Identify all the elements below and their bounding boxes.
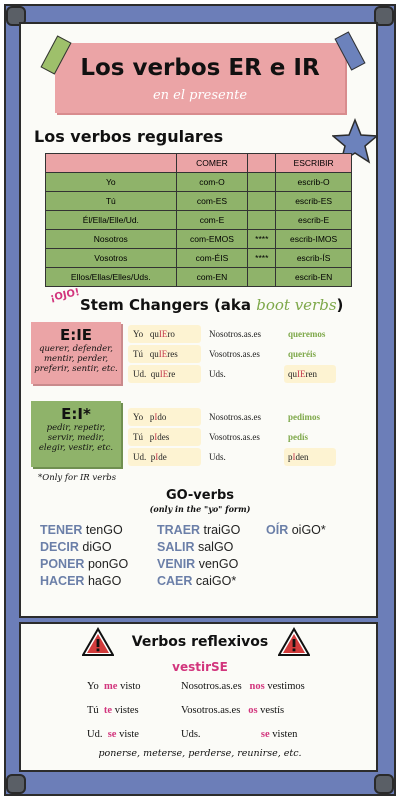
- table-cell: [248, 173, 276, 192]
- pronoun: Nosotros.as.es: [209, 412, 261, 422]
- ei-label: E:I*: [61, 405, 91, 423]
- ei-example: pedir, repetir,: [46, 423, 106, 433]
- table-row: [46, 268, 352, 287]
- ending: de: [158, 452, 167, 462]
- stem: qu: [150, 369, 160, 379]
- corner-bolt: [374, 774, 394, 794]
- ending: do: [157, 412, 167, 422]
- table-cell: escrib-E: [276, 211, 352, 230]
- eie-example: preferir, sentir, etc.: [34, 364, 118, 374]
- go-infinitive: TENER: [40, 523, 83, 537]
- table-cell: Tú: [46, 192, 177, 211]
- conj-form: queréis: [288, 349, 316, 359]
- table-cell: [248, 211, 276, 230]
- table-cell: com-O: [176, 173, 248, 192]
- table-cell: Vosotros: [46, 249, 177, 268]
- table-cell: Nosotros: [46, 230, 177, 249]
- ending: den: [295, 452, 309, 462]
- page-subtitle: en el presente: [152, 88, 248, 103]
- go-form: salGO: [197, 540, 234, 554]
- stem-heading: [80, 296, 343, 314]
- go-infinitive: DECIR: [40, 540, 79, 554]
- table-cell: escrib-EN: [276, 268, 352, 287]
- table-cell: escrib-ES: [276, 192, 352, 211]
- stem-change: IE: [159, 369, 169, 379]
- table-cell: escrib-O: [276, 173, 352, 192]
- table-row: [46, 249, 352, 268]
- reflexive-pronoun: me: [104, 681, 118, 692]
- conj-item: [133, 369, 175, 379]
- regular-heading: Los verbos regulares: [34, 127, 224, 146]
- stem: p: [288, 452, 293, 462]
- table-cell: Él/Ella/Elle/Ud.: [46, 211, 177, 230]
- go-infinitive: PONER: [40, 557, 85, 571]
- go-form: venGO: [198, 557, 239, 571]
- pronoun: Yo: [87, 681, 99, 692]
- go-verb: [266, 523, 326, 537]
- go-infinitive: TRAER: [157, 523, 201, 537]
- go-form: traiGO: [203, 523, 241, 537]
- table-cell: com-ÉIS: [176, 249, 248, 268]
- reflexive-pronoun: te: [103, 705, 113, 716]
- go-infinitive: HACER: [40, 574, 85, 588]
- pronoun: Nosotros.as.es: [181, 681, 242, 692]
- conj-form: vistes: [114, 705, 139, 716]
- stem: p: [149, 432, 155, 442]
- ir-note: *Only for IR verbs: [38, 473, 117, 483]
- conj-form: visto: [120, 681, 141, 692]
- conj-item: [133, 432, 169, 442]
- go-form: haGO: [87, 574, 122, 588]
- go-verb: [157, 574, 236, 588]
- conj-form: vestimos: [267, 681, 305, 692]
- table-cell: [46, 154, 177, 173]
- go-form: diGO: [82, 540, 112, 554]
- go-heading: GO-verbs: [165, 488, 235, 503]
- table-cell: escrib-IMOS: [276, 230, 352, 249]
- table-cell: com-EMOS: [176, 230, 248, 249]
- reflexive-more: ponerse, meterse, perderse, reunirse, etc.: [98, 748, 302, 759]
- table-cell: [248, 268, 276, 287]
- table-cell: [248, 154, 276, 173]
- table-cell: [248, 192, 276, 211]
- pronoun: Tú: [87, 705, 99, 716]
- conj-item: [133, 452, 167, 462]
- ei-example: servir, medir,: [47, 433, 105, 443]
- table-cell: com-ES: [176, 192, 248, 211]
- stem: p: [149, 412, 155, 422]
- stem: qu: [288, 369, 297, 379]
- corner-bolt: [6, 774, 26, 794]
- go-verb: [157, 523, 240, 537]
- pronoun: Ud.: [87, 729, 103, 740]
- reflexive-pronoun: se: [260, 729, 270, 740]
- go-subheading: (only in the "yo" form): [149, 504, 251, 514]
- ending: res: [167, 349, 178, 359]
- table-cell: ****: [248, 230, 276, 249]
- stem-change: IE: [158, 349, 168, 359]
- stem-change: I: [154, 412, 158, 422]
- ending: ro: [167, 329, 175, 339]
- conj-item: [133, 349, 178, 359]
- conj-item: [288, 452, 309, 462]
- stem-change: I: [154, 432, 158, 442]
- reflexive-item: [181, 729, 297, 740]
- table-cell: com-E: [176, 211, 248, 230]
- pronoun: Ud.: [133, 452, 147, 462]
- go-verb: [40, 523, 123, 537]
- pronoun: Vosotros.as.es: [209, 349, 260, 359]
- go-infinitive: SALIR: [157, 540, 195, 554]
- table-cell: ****: [248, 249, 276, 268]
- go-form: tenGO: [85, 523, 123, 537]
- table-cell: Yo: [46, 173, 177, 192]
- reflexive-item: [181, 705, 284, 716]
- eie-example: mentir, perder,: [43, 354, 109, 364]
- go-form: oiGO*: [291, 523, 326, 537]
- reflexive-item: [87, 705, 139, 716]
- table-row: [46, 173, 352, 192]
- conj-item: [133, 412, 166, 422]
- regular-table: [45, 153, 352, 287]
- reflexive-pronoun: nos: [249, 681, 265, 692]
- ending: des: [157, 432, 170, 442]
- go-verb: [40, 557, 128, 571]
- table-row: [46, 230, 352, 249]
- ei-example: elegir, vestir, etc.: [38, 443, 114, 453]
- reflexive-item: [87, 729, 139, 740]
- conj-form: vestís: [260, 705, 285, 716]
- table-row: [46, 211, 352, 230]
- go-form: ponGO: [87, 557, 129, 571]
- title-card: [55, 43, 345, 113]
- table-header-row: [46, 154, 352, 173]
- stem-change: IE: [158, 329, 168, 339]
- pronoun: Uds.: [209, 369, 226, 379]
- pronoun: Tú: [133, 349, 143, 359]
- eie-card: [31, 322, 121, 384]
- table-cell: escrib-ÍS: [276, 249, 352, 268]
- stem: qu: [149, 329, 159, 339]
- conj-form: queremos: [288, 329, 326, 339]
- conj-form: viste: [119, 729, 139, 740]
- go-form: caiGO*: [195, 574, 237, 588]
- go-verb: [157, 540, 233, 554]
- stem: qu: [149, 349, 159, 359]
- conj-form: pedís: [288, 432, 309, 442]
- reflexive-item: [181, 681, 305, 692]
- pronoun: Vosotros.as.es: [181, 705, 241, 716]
- pronoun: Vosotros.as.es: [209, 432, 260, 442]
- go-infinitive: OÍR: [266, 523, 289, 537]
- table-cell: COMER: [176, 154, 248, 173]
- reflexive-pronoun: se: [107, 729, 117, 740]
- pronoun: Ud.: [133, 369, 147, 379]
- table-cell: Ellos/Ellas/Elles/Uds.: [46, 268, 177, 287]
- pronoun: Tú: [133, 432, 143, 442]
- pronoun: Yo: [133, 412, 144, 422]
- stem-heading-text: Stem Changers (aka: [80, 296, 257, 314]
- table-cell: com-EN: [176, 268, 248, 287]
- reflexive-pronoun: os: [248, 705, 258, 716]
- go-infinitive: CAER: [157, 574, 193, 588]
- stem-change: I: [155, 452, 159, 462]
- pronoun: Nosotros.as.es: [209, 329, 261, 339]
- reflexive-heading: Verbos reflexivos: [131, 634, 269, 650]
- ei-card: [31, 401, 121, 467]
- stem-change: I: [292, 452, 296, 462]
- page-title: Los verbos ER e IR: [80, 55, 320, 81]
- pronoun: Yo: [133, 329, 144, 339]
- stem-heading-end: ): [336, 296, 344, 314]
- table-cell: ESCRIBIR: [276, 154, 352, 173]
- eie-example: querer, defender,: [39, 344, 113, 354]
- stem-change: IE: [297, 369, 306, 379]
- conj-form: pedimos: [288, 412, 321, 422]
- go-infinitive: VENIR: [157, 557, 196, 571]
- stem: p: [150, 452, 156, 462]
- stem-heading-em: boot verbs: [256, 296, 337, 314]
- conj-form: visten: [272, 729, 298, 740]
- table-row: [46, 192, 352, 211]
- conj-item: [133, 329, 175, 339]
- eie-label: E:IE: [59, 326, 93, 344]
- reflexive-verb: vestirSE: [172, 660, 228, 674]
- reflexive-item: [87, 681, 141, 692]
- ending: re: [168, 369, 176, 379]
- go-verb: [40, 574, 121, 588]
- pronoun: Uds.: [181, 729, 201, 740]
- go-verb: [157, 557, 238, 571]
- pronoun: Uds.: [209, 452, 226, 462]
- ojo-label: ¡OJO!: [49, 287, 81, 304]
- conj-item: [288, 369, 317, 379]
- go-verb: [40, 540, 112, 554]
- ending: ren: [305, 369, 317, 379]
